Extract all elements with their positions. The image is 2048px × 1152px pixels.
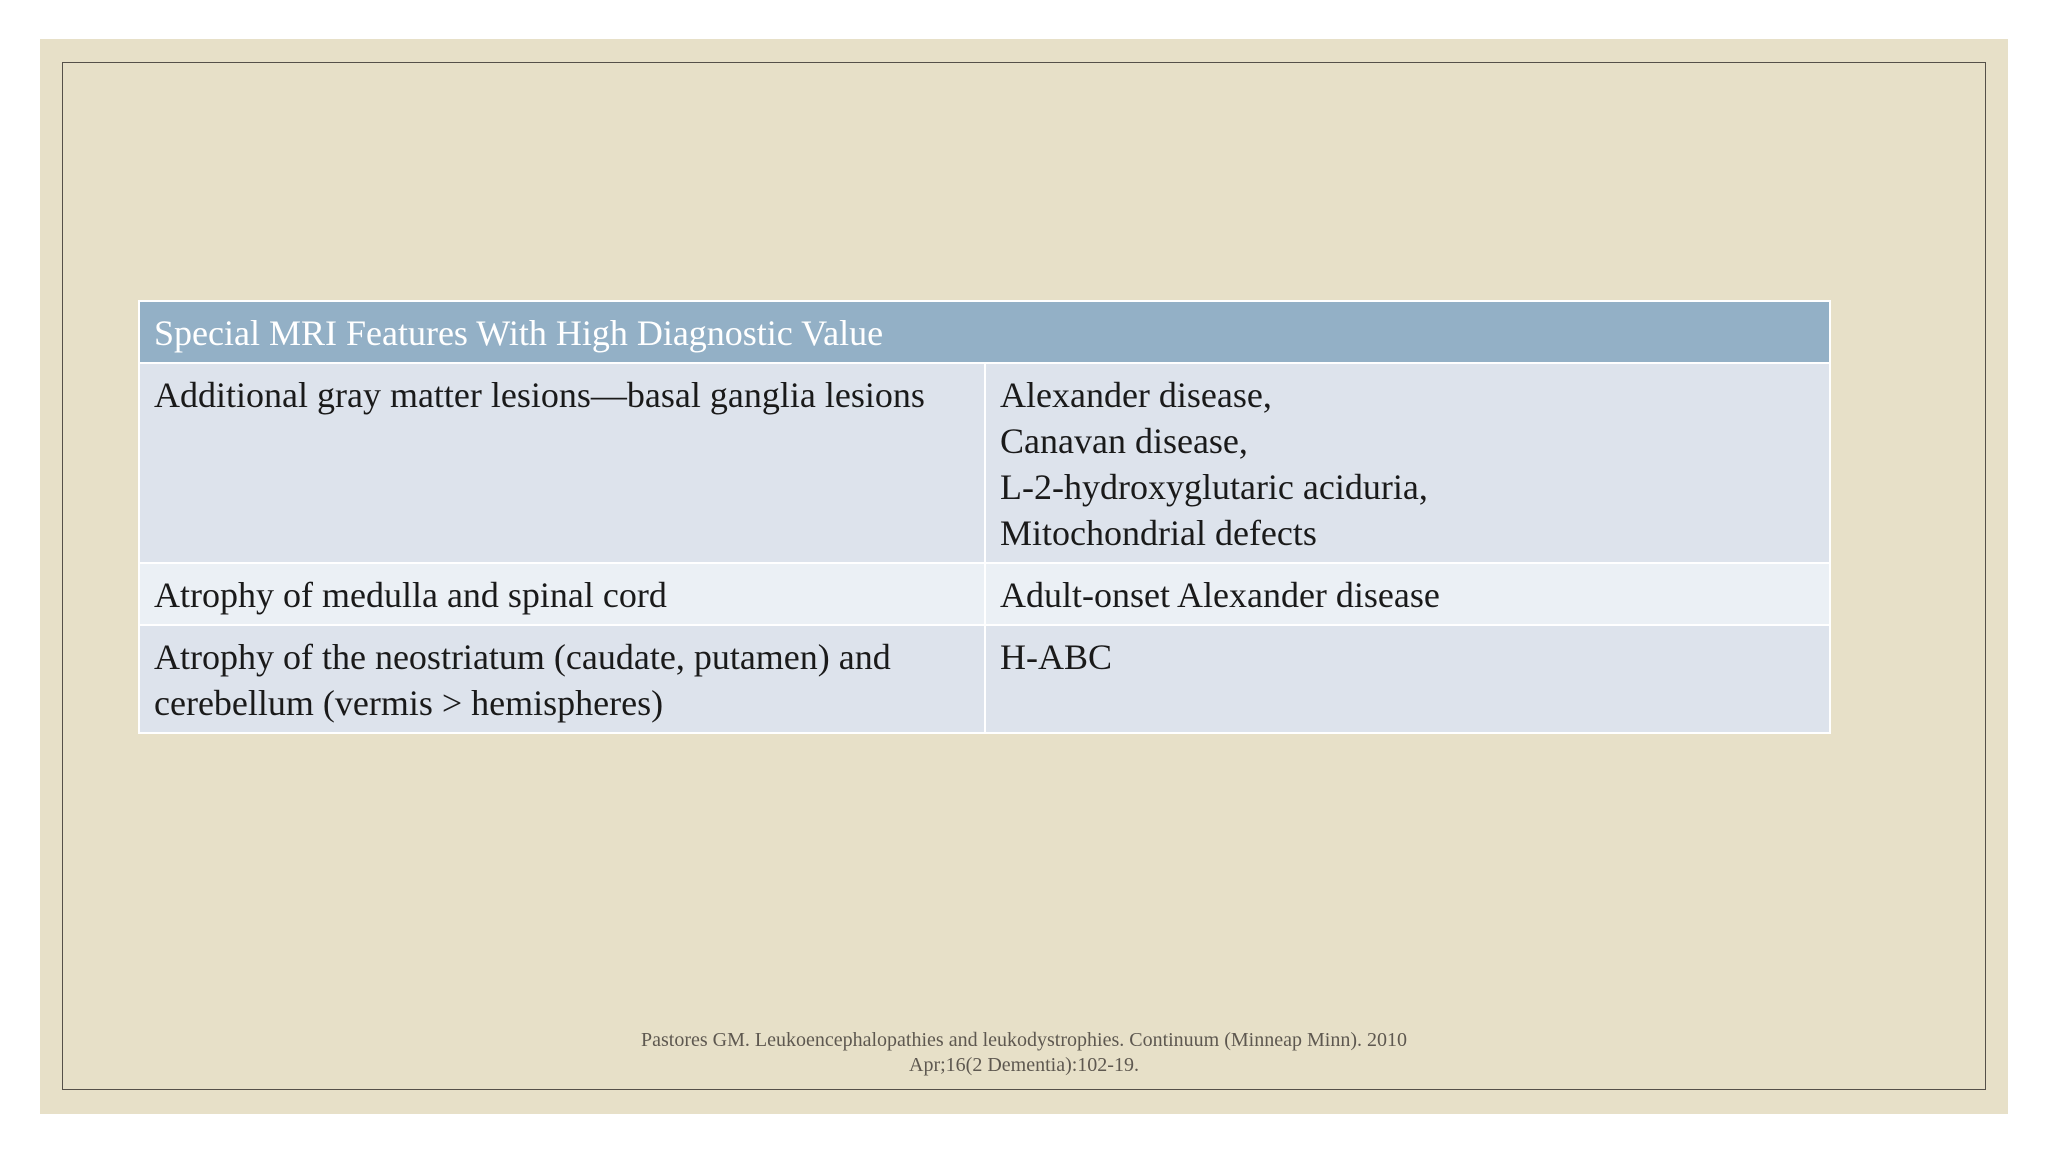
disease-line: Adult-onset Alexander disease — [1000, 575, 1440, 615]
disease-line: Mitochondrial defects — [1000, 513, 1317, 553]
disease-cell — [985, 563, 1830, 625]
disease-line: Alexander disease, — [1000, 375, 1272, 415]
table-row — [139, 363, 1830, 563]
disease-line: L-2-hydroxyglutaric aciduria, — [1000, 467, 1428, 507]
citation — [0, 1028, 2048, 1078]
table-header-row — [139, 301, 1830, 363]
feature-cell: Atrophy of medulla and spinal cord — [139, 563, 985, 625]
disease-line: Canavan disease, — [1000, 421, 1248, 461]
table-row — [139, 563, 1830, 625]
table-header-cell: Special MRI Features With High Diagnostic Value — [139, 301, 1830, 363]
citation-line-2: Apr;16(2 Dementia):102-19. — [909, 1054, 1139, 1076]
disease-line: H-ABC — [1000, 637, 1113, 677]
feature-cell: Additional gray matter lesions—basal ganglia lesions — [139, 363, 985, 563]
mri-features-table-container — [138, 300, 1831, 734]
citation-line-1: Pastores GM. Leukoencephalopathies and leukodystrophies. Continuum (Minneap Minn). 2010 — [641, 1029, 1407, 1051]
disease-cell — [985, 363, 1830, 563]
feature-cell: Atrophy of the neostriatum (caudate, putamen) and cerebellum (vermis > hemispheres) — [139, 625, 985, 733]
disease-cell — [985, 625, 1830, 733]
table-row — [139, 625, 1830, 733]
mri-features-table — [138, 300, 1831, 734]
